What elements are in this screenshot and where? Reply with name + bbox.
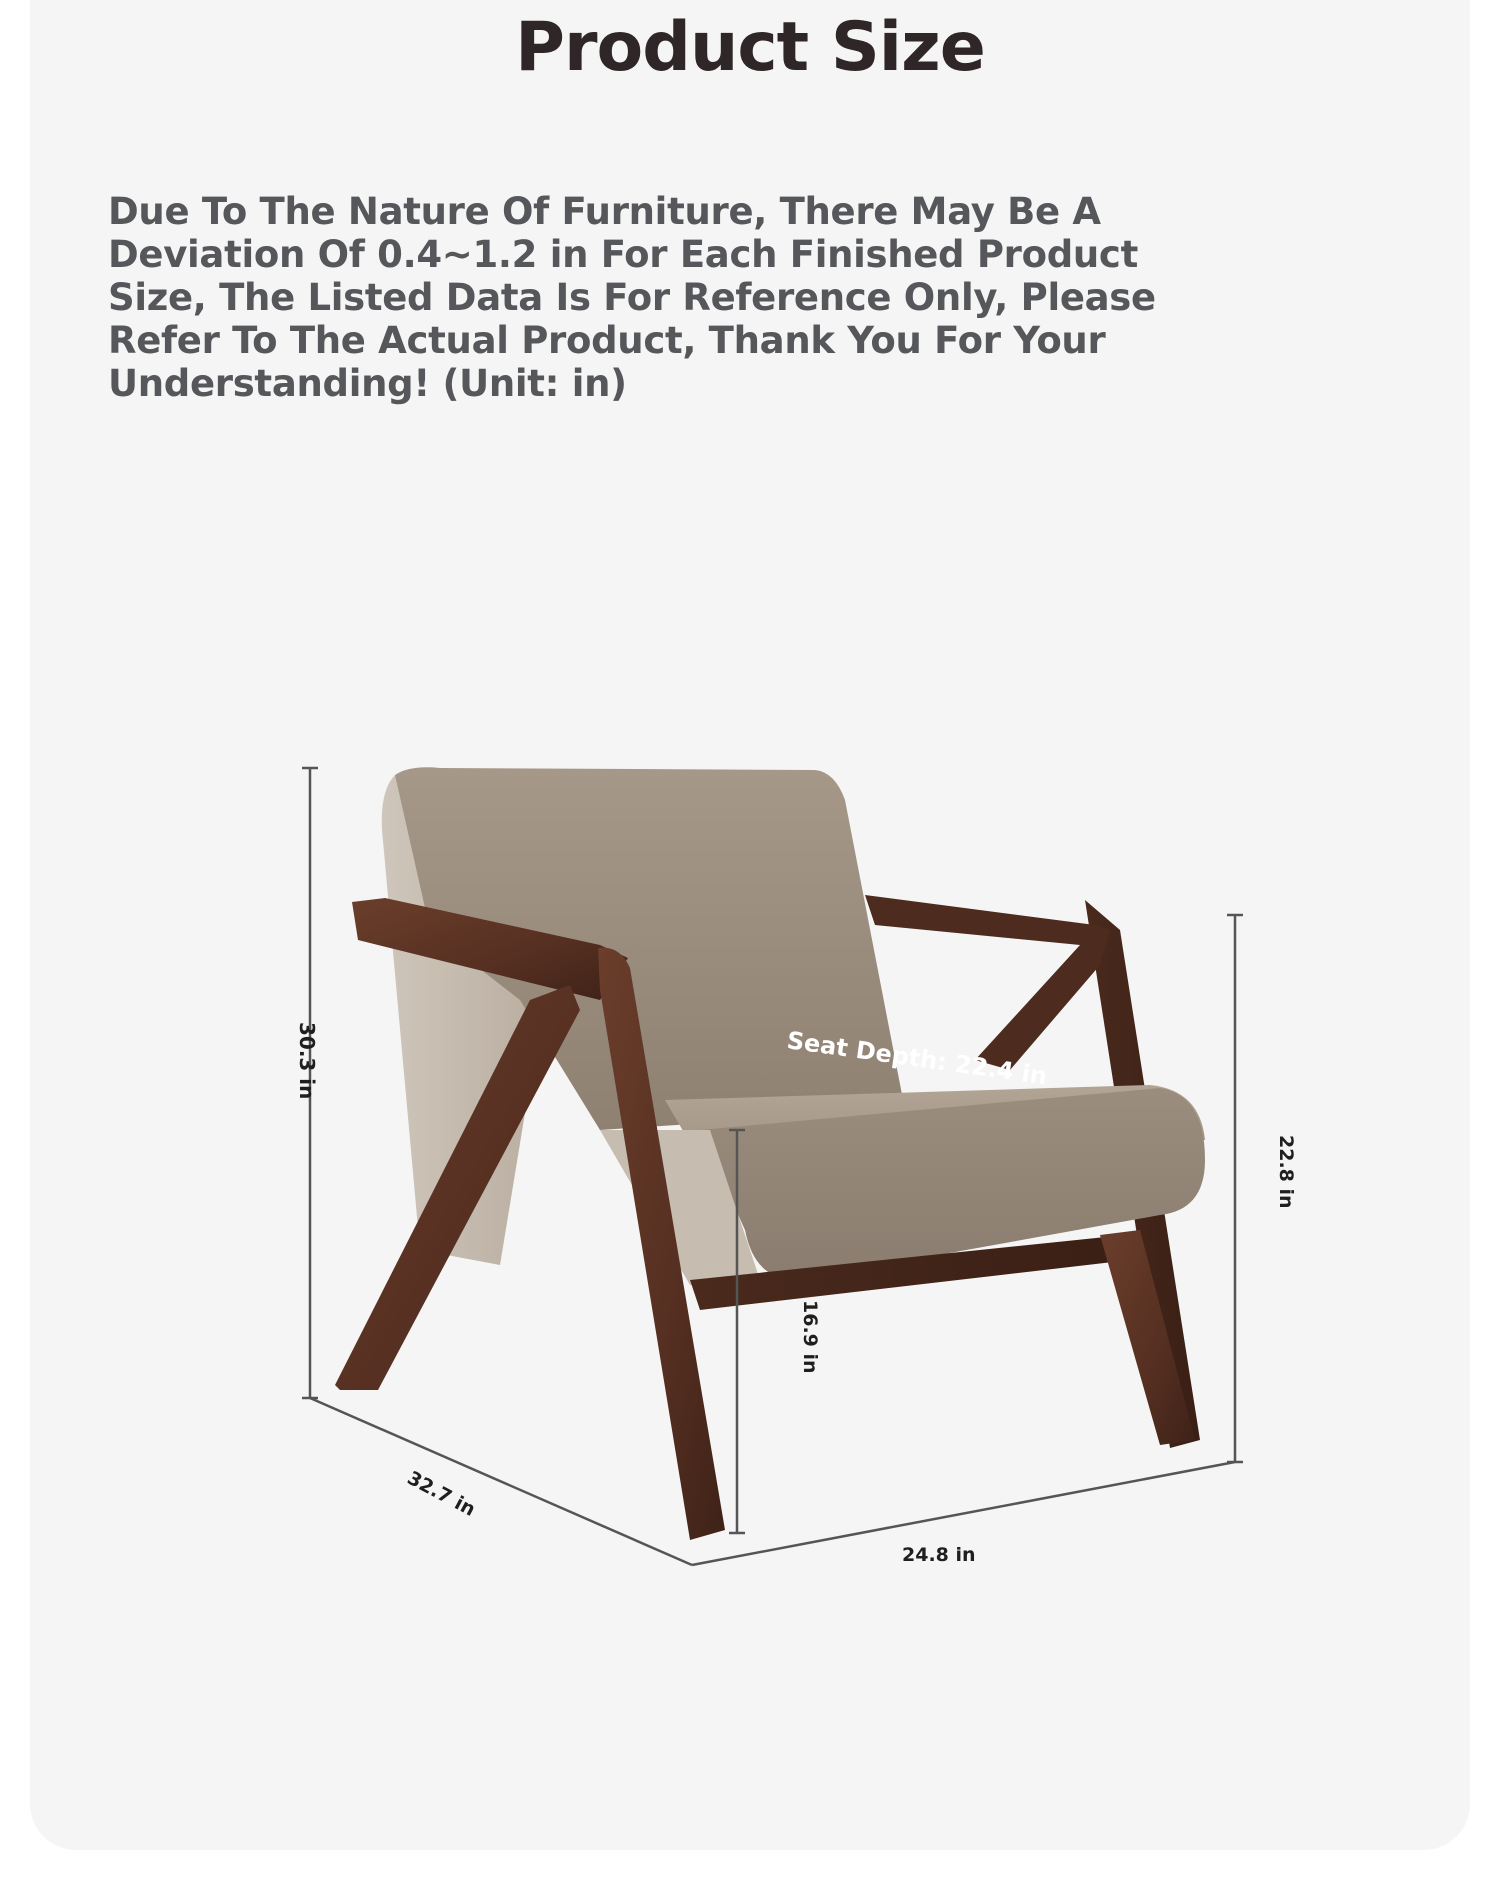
size-deviation-note: Due To The Nature Of Furniture, There May Be A Deviation Of 0.4~1.2 in For Each Finished Product Size, The Listed Data Is For Reference Only, Please Refer To The Actual Product, Thank You For Your Understanding! (Unit: in) xyxy=(108,190,1156,405)
seat-height-label: 16.9 in xyxy=(799,1300,821,1374)
width-label: 24.8 in xyxy=(902,1544,976,1566)
height-label: 30.3 in xyxy=(295,1022,319,1100)
armchair-illustration xyxy=(335,767,1205,1540)
arm-height-label: 22.8 in xyxy=(1275,1135,1297,1209)
page-title: Product Size xyxy=(515,8,985,87)
depth-label: 32.7 in xyxy=(403,1466,479,1521)
seat-depth-label: Seat Depth: 22.4 in xyxy=(785,1026,1049,1091)
